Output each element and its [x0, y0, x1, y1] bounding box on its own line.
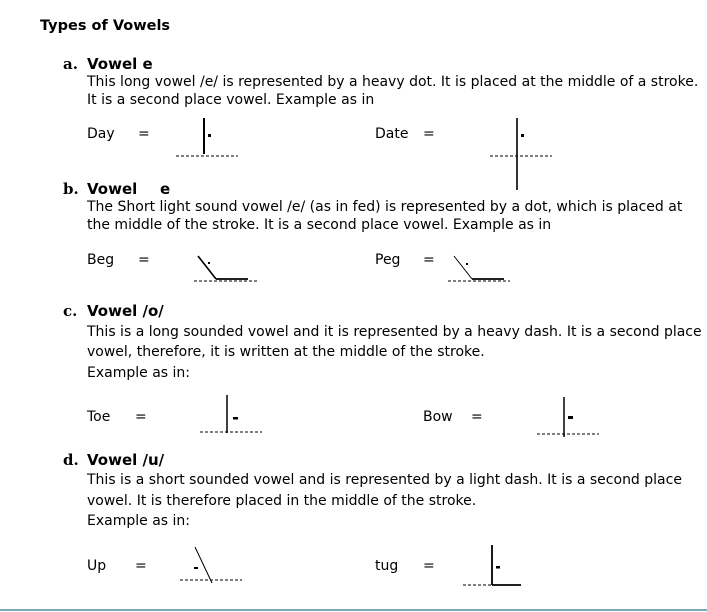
section-b-marker: b.	[63, 180, 79, 198]
section-c-line-1: This is a long sounded vowel and it is represented by a heavy dash. It is a second place	[87, 324, 702, 340]
equals-sign: =	[135, 558, 147, 574]
example-word-tug: tug	[375, 558, 399, 574]
section-a-line-2: It is a second place vowel. Example as in	[87, 92, 375, 108]
example-word-bow: Bow	[423, 409, 453, 425]
shorthand-up-symbol	[180, 547, 242, 585]
section-c-marker: c.	[63, 302, 78, 320]
example-word-day: Day	[87, 126, 115, 142]
section-d-marker: d.	[63, 451, 79, 469]
equals-sign: =	[423, 558, 435, 574]
example-word-toe: Toe	[87, 409, 111, 425]
section-d-line-2: vowel. It is therefore placed in the middle of the stroke.	[87, 493, 477, 509]
bottom-border	[0, 609, 707, 611]
example-word-peg: Peg	[375, 252, 401, 268]
section-b-line-1: The Short light sound vowel /e/ (as in fed) is represented by a dot, which is placed at	[87, 199, 683, 215]
section-b-heading: Vowel	[87, 180, 138, 198]
section-b-line-2: the middle of the stroke. It is a second place vowel. Example as in	[87, 217, 552, 233]
shorthand-peg-symbol	[448, 254, 510, 284]
equals-sign: =	[423, 252, 435, 268]
section-c-line-2: vowel, therefore, it is written at the middle of the stroke.	[87, 344, 485, 360]
section-d-line-1: This is a short sounded vowel and is represented by a light dash. It is a second place	[87, 472, 682, 488]
shorthand-toe-symbol	[200, 395, 262, 437]
shorthand-tug-symbol	[463, 545, 525, 589]
shorthand-date-symbol	[490, 118, 552, 192]
equals-sign: =	[423, 126, 435, 142]
page-title: Types of Vowels	[40, 18, 171, 34]
section-d-heading: Vowel /u/	[87, 451, 165, 469]
section-d-line-3: Example as in:	[87, 513, 190, 529]
shorthand-bow-symbol	[537, 397, 599, 439]
shorthand-beg-symbol	[194, 254, 258, 284]
section-a-line-1: This long vowel /e/ is represented by a heavy dot. It is placed at the middle of a stroke.	[87, 74, 699, 90]
section-c-heading: Vowel /o/	[87, 302, 164, 320]
equals-sign: =	[138, 126, 150, 142]
equals-sign: =	[135, 409, 147, 425]
example-word-beg: Beg	[87, 252, 115, 268]
equals-sign: =	[471, 409, 483, 425]
section-c-line-3: Example as in:	[87, 365, 190, 381]
equals-sign: =	[138, 252, 150, 268]
example-word-date: Date	[375, 126, 409, 142]
example-word-up: Up	[87, 558, 107, 574]
section-a-marker: a.	[63, 55, 78, 73]
shorthand-day-symbol	[176, 118, 238, 160]
section-b-heading-letter: e	[160, 180, 171, 198]
section-a-heading: Vowel e	[87, 55, 153, 73]
